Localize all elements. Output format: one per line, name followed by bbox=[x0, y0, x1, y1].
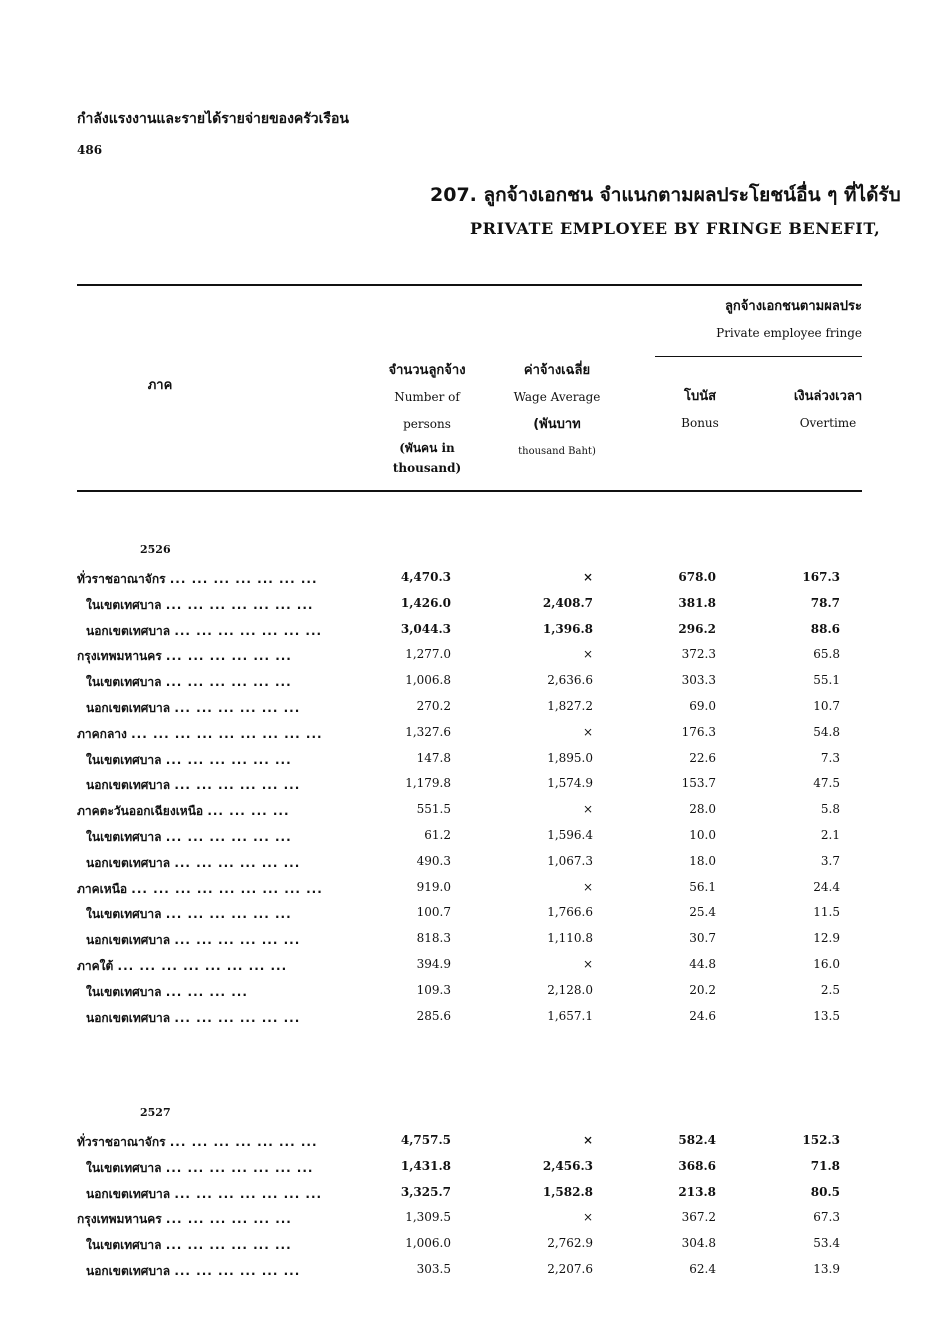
region-name: ภาคตะวันออกเฉียงเหนือ bbox=[77, 804, 204, 818]
table-row bbox=[77, 1262, 877, 1288]
row-label bbox=[86, 854, 300, 873]
region-name: นอกเขตเทศบาล bbox=[86, 1264, 171, 1278]
bonus-header-thai: โบนัส bbox=[683, 389, 717, 404]
region-name: ในเขตเทศบาล bbox=[86, 907, 162, 921]
dot-leader: ... ... ... ... ... ... ... bbox=[169, 572, 318, 586]
region-name: ในเขตเทศบาล bbox=[86, 830, 162, 844]
bonus-cell: 30.7 bbox=[689, 931, 716, 945]
bonus-cell: 18.0 bbox=[689, 854, 716, 868]
row-label bbox=[86, 905, 292, 924]
wage-header-thai: ค่าจ้างเฉลี่ย bbox=[523, 363, 591, 378]
table-row bbox=[77, 1009, 877, 1035]
overtime-cell: 24.4 bbox=[813, 880, 840, 894]
region-name: ภาคเหนือ bbox=[77, 882, 128, 896]
table-row bbox=[77, 931, 877, 957]
table-row bbox=[77, 1133, 877, 1159]
wage-cell: 2,456.3 bbox=[542, 1159, 593, 1173]
overtime-cell: 88.6 bbox=[810, 622, 840, 636]
overtime-cell: 78.7 bbox=[810, 596, 840, 610]
table-row bbox=[77, 776, 877, 802]
dot-leader: ... ... ... ... ... ... ... bbox=[169, 1135, 318, 1149]
overtime-cell: 13.9 bbox=[813, 1262, 840, 1276]
bonus-cell: 678.0 bbox=[678, 570, 716, 584]
region-name: นอกเขตเทศบาล bbox=[86, 778, 171, 792]
overtime-cell: 65.8 bbox=[813, 647, 840, 661]
table-row bbox=[77, 983, 877, 1009]
fringe-group-en: Private employee fringe bbox=[716, 326, 862, 340]
persons-cell: 1,431.8 bbox=[400, 1159, 451, 1173]
table-row bbox=[77, 957, 877, 983]
dot-leader: ... ... ... ... bbox=[165, 985, 248, 999]
persons-cell: 551.5 bbox=[416, 802, 451, 816]
bonus-cell: 153.7 bbox=[681, 776, 716, 790]
persons-cell: 61.2 bbox=[424, 828, 451, 842]
wage-cell: 2,762.9 bbox=[547, 1236, 593, 1250]
region-name: ในเขตเทศบาล bbox=[86, 675, 162, 689]
row-label bbox=[77, 647, 292, 666]
dot-leader: ... ... ... ... ... ... bbox=[165, 1238, 292, 1252]
region-name: นอกเขตเทศบาล bbox=[86, 933, 171, 947]
region-name: นอกเขตเทศบาล bbox=[86, 1187, 171, 1201]
region-name: ในเขตเทศบาล bbox=[86, 753, 162, 767]
dot-leader: ... ... ... ... ... ... bbox=[165, 907, 292, 921]
table-row bbox=[77, 570, 877, 596]
bonus-cell: 44.8 bbox=[689, 957, 716, 971]
row-label bbox=[77, 1133, 318, 1152]
table-top-rule bbox=[77, 284, 862, 286]
bonus-cell: 213.8 bbox=[678, 1185, 716, 1199]
region-name: กรุงเทพมหานคร bbox=[77, 1212, 162, 1226]
table-row bbox=[77, 1159, 877, 1185]
row-label bbox=[86, 1159, 313, 1178]
bonus-cell: 304.8 bbox=[681, 1236, 716, 1250]
row-label bbox=[86, 1009, 300, 1028]
wage-cell: 1,895.0 bbox=[547, 751, 593, 765]
wage-header-unit-1: (พันบาท bbox=[533, 417, 581, 432]
bonus-cell: 381.8 bbox=[678, 596, 716, 610]
wage-cell: 1,396.8 bbox=[542, 622, 593, 636]
region-name: ภาคใต้ bbox=[77, 959, 114, 973]
bonus-cell: 10.0 bbox=[689, 828, 716, 842]
overtime-cell: 152.3 bbox=[802, 1133, 840, 1147]
section-year: 2527 bbox=[140, 1106, 171, 1119]
bonus-cell: 303.3 bbox=[681, 673, 716, 687]
region-name: นอกเขตเทศบาล bbox=[86, 624, 171, 638]
row-label bbox=[86, 931, 300, 950]
persons-cell: 3,325.7 bbox=[400, 1185, 451, 1199]
bonus-cell: 24.6 bbox=[689, 1009, 716, 1023]
overtime-cell: 12.9 bbox=[813, 931, 840, 945]
row-label bbox=[86, 673, 292, 692]
bonus-cell: 367.2 bbox=[681, 1210, 716, 1224]
region-name: ในเขตเทศบาล bbox=[86, 1161, 162, 1175]
region-header-label: ภาค bbox=[147, 378, 173, 393]
table-header-rule bbox=[77, 490, 862, 492]
row-label bbox=[86, 699, 300, 718]
wage-cell: × bbox=[582, 802, 593, 816]
overtime-cell: 54.8 bbox=[813, 725, 840, 739]
overtime-cell: 5.8 bbox=[820, 802, 840, 816]
row-label bbox=[86, 776, 300, 795]
table-row bbox=[77, 880, 877, 906]
table-row bbox=[77, 1210, 877, 1236]
persons-cell: 4,757.5 bbox=[400, 1133, 451, 1147]
table-row bbox=[77, 802, 877, 828]
wage-cell: × bbox=[582, 570, 593, 584]
wage-cell: 1,110.8 bbox=[547, 931, 593, 945]
wage-cell: 1,827.2 bbox=[547, 699, 593, 713]
region-name: นอกเขตเทศบาล bbox=[86, 701, 171, 715]
overtime-cell: 13.5 bbox=[813, 1009, 840, 1023]
dot-leader: ... ... ... ... ... ... bbox=[165, 649, 292, 663]
overtime-cell: 67.3 bbox=[813, 1210, 840, 1224]
table-row bbox=[77, 699, 877, 725]
persons-cell: 270.2 bbox=[416, 699, 451, 713]
table-row bbox=[77, 751, 877, 777]
overtime-cell: 7.3 bbox=[820, 751, 840, 765]
wage-cell: × bbox=[582, 880, 593, 894]
fringe-group-rule bbox=[655, 356, 862, 357]
row-label bbox=[77, 570, 318, 589]
wage-header-en: Wage Average bbox=[513, 390, 601, 404]
dot-leader: ... ... ... ... ... ... bbox=[174, 778, 301, 792]
persons-header-unit-2: thousand) bbox=[392, 461, 462, 475]
persons-cell: 1,179.8 bbox=[405, 776, 451, 790]
overtime-cell: 16.0 bbox=[813, 957, 840, 971]
wage-cell: 1,582.8 bbox=[542, 1185, 593, 1199]
region-name: กรุงเทพมหานคร bbox=[77, 649, 162, 663]
column-group-fringe bbox=[655, 293, 862, 347]
persons-header-en-2: persons bbox=[403, 417, 451, 431]
row-label bbox=[86, 1236, 292, 1255]
table-row bbox=[77, 905, 877, 931]
overtime-cell: 53.4 bbox=[813, 1236, 840, 1250]
table-row bbox=[77, 1185, 877, 1211]
wage-cell: 1,596.4 bbox=[547, 828, 593, 842]
dot-leader: ... ... ... ... ... ... ... bbox=[174, 1187, 323, 1201]
persons-cell: 109.3 bbox=[416, 983, 451, 997]
bonus-cell: 368.6 bbox=[678, 1159, 716, 1173]
persons-cell: 1,006.0 bbox=[405, 1236, 451, 1250]
column-header-persons bbox=[372, 357, 482, 478]
region-name: นอกเขตเทศบาล bbox=[86, 856, 171, 870]
table-title-english: PRIVATE EMPLOYEE BY FRINGE BENEFIT, bbox=[470, 219, 881, 238]
wage-cell: 2,636.6 bbox=[547, 673, 593, 687]
overtime-cell: 47.5 bbox=[813, 776, 840, 790]
row-label bbox=[77, 802, 290, 821]
wage-cell: 1,574.9 bbox=[547, 776, 593, 790]
overtime-header-en: Overtime bbox=[799, 416, 857, 430]
table-row bbox=[77, 1236, 877, 1262]
wage-cell: × bbox=[582, 647, 593, 661]
persons-cell: 303.5 bbox=[416, 1262, 451, 1276]
section-year: 2526 bbox=[140, 543, 171, 556]
dot-leader: ... ... ... ... ... ... bbox=[174, 701, 301, 715]
bonus-cell: 25.4 bbox=[689, 905, 716, 919]
region-name: ภาคกลาง bbox=[77, 727, 127, 741]
wage-cell: 1,657.1 bbox=[547, 1009, 593, 1023]
persons-cell: 919.0 bbox=[416, 880, 451, 894]
persons-cell: 3,044.3 bbox=[400, 622, 451, 636]
bonus-cell: 372.3 bbox=[681, 647, 716, 661]
wage-cell: × bbox=[582, 1210, 593, 1224]
fringe-group-thai: ลูกจ้างเอกชนตามผลประ bbox=[724, 299, 862, 314]
row-label bbox=[77, 1210, 292, 1229]
table-row bbox=[77, 622, 877, 648]
wage-cell: 2,207.6 bbox=[547, 1262, 593, 1276]
dot-leader: ... ... ... ... ... ... ... ... bbox=[117, 959, 288, 973]
bonus-cell: 582.4 bbox=[678, 1133, 716, 1147]
row-label bbox=[86, 751, 292, 770]
dot-leader: ... ... ... ... ... ... bbox=[174, 1011, 301, 1025]
table-row bbox=[77, 725, 877, 751]
persons-cell: 490.3 bbox=[416, 854, 451, 868]
bonus-cell: 69.0 bbox=[689, 699, 716, 713]
persons-header-unit-1: (พันคน in bbox=[399, 441, 455, 455]
region-name: ทั่วราชอาณาจักร bbox=[77, 572, 166, 586]
persons-cell: 1,006.8 bbox=[405, 673, 451, 687]
dot-leader: ... ... ... ... ... ... bbox=[165, 675, 292, 689]
wage-cell: 2,128.0 bbox=[547, 983, 593, 997]
persons-cell: 1,327.6 bbox=[405, 725, 451, 739]
persons-cell: 147.8 bbox=[416, 751, 451, 765]
row-label bbox=[77, 880, 323, 899]
region-name: ในเขตเทศบาล bbox=[86, 985, 162, 999]
overtime-cell: 2.5 bbox=[820, 983, 840, 997]
overtime-cell: 11.5 bbox=[813, 905, 840, 919]
bonus-cell: 296.2 bbox=[678, 622, 716, 636]
row-label bbox=[86, 622, 322, 641]
persons-cell: 4,470.3 bbox=[400, 570, 451, 584]
dot-leader: ... ... ... ... ... ... ... bbox=[174, 624, 323, 638]
persons-cell: 100.7 bbox=[416, 905, 451, 919]
wage-cell: × bbox=[582, 1133, 593, 1147]
table-row bbox=[77, 673, 877, 699]
overtime-cell: 167.3 bbox=[802, 570, 840, 584]
table-row bbox=[77, 828, 877, 854]
persons-cell: 818.3 bbox=[416, 931, 451, 945]
dot-leader: ... ... ... ... bbox=[207, 804, 290, 818]
persons-cell: 1,426.0 bbox=[400, 596, 451, 610]
region-name: ในเขตเทศบาล bbox=[86, 598, 162, 612]
column-header-bonus bbox=[660, 383, 740, 437]
bonus-cell: 20.2 bbox=[689, 983, 716, 997]
region-name: ทั่วราชอาณาจักร bbox=[77, 1135, 166, 1149]
column-header-overtime bbox=[778, 383, 878, 437]
row-label bbox=[86, 1262, 300, 1281]
bonus-header-en: Bonus bbox=[681, 416, 719, 430]
dot-leader: ... ... ... ... ... ... bbox=[174, 933, 301, 947]
row-label bbox=[86, 983, 248, 1002]
overtime-cell: 2.1 bbox=[820, 828, 840, 842]
persons-cell: 1,277.0 bbox=[405, 647, 451, 661]
row-label bbox=[86, 596, 313, 615]
overtime-header-thai: เงินล่วงเวลา bbox=[793, 389, 863, 404]
persons-header-en-1: Number of bbox=[394, 390, 460, 404]
wage-header-unit-2: thousand Baht) bbox=[518, 446, 596, 457]
bonus-cell: 22.6 bbox=[689, 751, 716, 765]
dot-leader: ... ... ... ... ... ... ... ... ... bbox=[131, 727, 323, 741]
overtime-cell: 55.1 bbox=[813, 673, 840, 687]
row-label bbox=[86, 828, 292, 847]
bonus-cell: 56.1 bbox=[689, 880, 716, 894]
table-title-thai: 207. ลูกจ้างเอกชน จำแนกตามผลประโยชน์อื่น ๆ ที่ได้รับ bbox=[430, 184, 901, 206]
page-number: 486 bbox=[77, 143, 103, 157]
wage-cell: × bbox=[582, 725, 593, 739]
table-row bbox=[77, 647, 877, 673]
book-title: กำลังแรงงานและรายได้รายจ่ายของครัวเรือน bbox=[77, 111, 349, 127]
persons-cell: 394.9 bbox=[416, 957, 451, 971]
row-label bbox=[77, 957, 287, 976]
overtime-cell: 3.7 bbox=[820, 854, 840, 868]
dot-leader: ... ... ... ... ... ... bbox=[165, 753, 292, 767]
overtime-cell: 10.7 bbox=[813, 699, 840, 713]
table-row bbox=[77, 854, 877, 880]
region-name: ในเขตเทศบาล bbox=[86, 1238, 162, 1252]
persons-cell: 1,309.5 bbox=[405, 1210, 451, 1224]
row-label bbox=[86, 1185, 322, 1204]
wage-cell: 1,067.3 bbox=[547, 854, 593, 868]
bonus-cell: 62.4 bbox=[689, 1262, 716, 1276]
wage-cell: 1,766.6 bbox=[547, 905, 593, 919]
column-header-wage bbox=[497, 357, 617, 465]
dot-leader: ... ... ... ... ... ... ... ... ... bbox=[131, 882, 323, 896]
persons-header-thai: จำนวนลูกจ้าง bbox=[388, 363, 466, 378]
table-row bbox=[77, 596, 877, 622]
row-label bbox=[77, 725, 323, 744]
column-header-region bbox=[120, 372, 200, 399]
overtime-cell: 71.8 bbox=[810, 1159, 840, 1173]
persons-cell: 285.6 bbox=[416, 1009, 451, 1023]
dot-leader: ... ... ... ... ... ... bbox=[174, 856, 301, 870]
bonus-cell: 28.0 bbox=[689, 802, 716, 816]
dot-leader: ... ... ... ... ... ... bbox=[174, 1264, 301, 1278]
bonus-cell: 176.3 bbox=[681, 725, 716, 739]
dot-leader: ... ... ... ... ... ... bbox=[165, 830, 292, 844]
dot-leader: ... ... ... ... ... ... ... bbox=[165, 598, 314, 612]
wage-cell: × bbox=[582, 957, 593, 971]
overtime-cell: 80.5 bbox=[810, 1185, 840, 1199]
dot-leader: ... ... ... ... ... ... ... bbox=[165, 1161, 314, 1175]
region-name: นอกเขตเทศบาล bbox=[86, 1011, 171, 1025]
dot-leader: ... ... ... ... ... ... bbox=[165, 1212, 292, 1226]
wage-cell: 2,408.7 bbox=[542, 596, 593, 610]
